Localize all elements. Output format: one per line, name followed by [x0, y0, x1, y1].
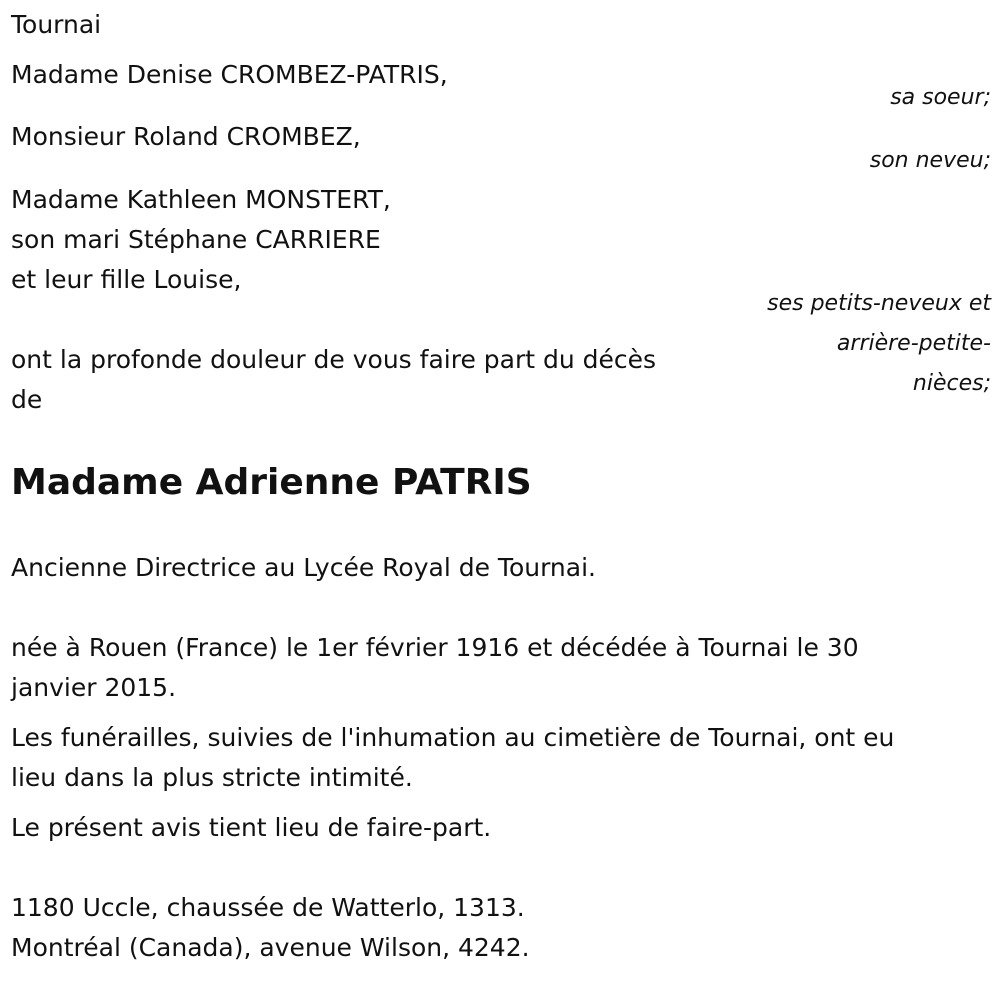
- announcement-line-2: de: [11, 385, 43, 414]
- family-member-3-relation-line-3: nièces;: [912, 371, 991, 396]
- family-member-3-name-line-3: et leur fille Louise,: [11, 265, 242, 294]
- family-member-3-relation-line-2: arrière-petite-: [836, 331, 991, 356]
- family-member-2-relation: son neveu;: [869, 148, 991, 173]
- funeral-line-2: lieu dans la plus stricte intimité.: [11, 763, 413, 792]
- family-member-3-name-line-1: Madame Kathleen MONSTERT,: [11, 185, 391, 214]
- deceased-name: Madame Adrienne PATRIS: [11, 462, 532, 503]
- family-member-3-name-line-2: son mari Stéphane CARRIERE: [11, 225, 381, 254]
- birth-death-line-2: janvier 2015.: [11, 673, 177, 702]
- family-member-1-relation: sa soeur;: [890, 85, 991, 110]
- family-member-3-relation-line-1: ses petits-neveux et: [767, 291, 991, 316]
- family-member-1-name: Madame Denise CROMBEZ-PATRIS,: [11, 60, 448, 89]
- funeral-line-1: Les funérailles, suivies de l'inhumation au cimetière de Tournai, ont eu: [11, 723, 895, 752]
- birth-death-line-1: née à Rouen (France) le 1er février 1916 et décédée à Tournai le 30: [11, 633, 859, 662]
- address-1: 1180 Uccle, chaussée de Watterlo, 1313.: [11, 893, 525, 922]
- announcement-line-1: ont la profonde douleur de vous faire part du décès: [11, 345, 657, 374]
- notice: Le présent avis tient lieu de faire-part.: [11, 813, 492, 842]
- family-member-2-name: Monsieur Roland CROMBEZ,: [11, 122, 361, 151]
- address-2: Montréal (Canada), avenue Wilson, 4242.: [11, 933, 530, 962]
- city: Tournai: [11, 10, 102, 39]
- occupation: Ancienne Directrice au Lycée Royal de Tournai.: [11, 553, 596, 582]
